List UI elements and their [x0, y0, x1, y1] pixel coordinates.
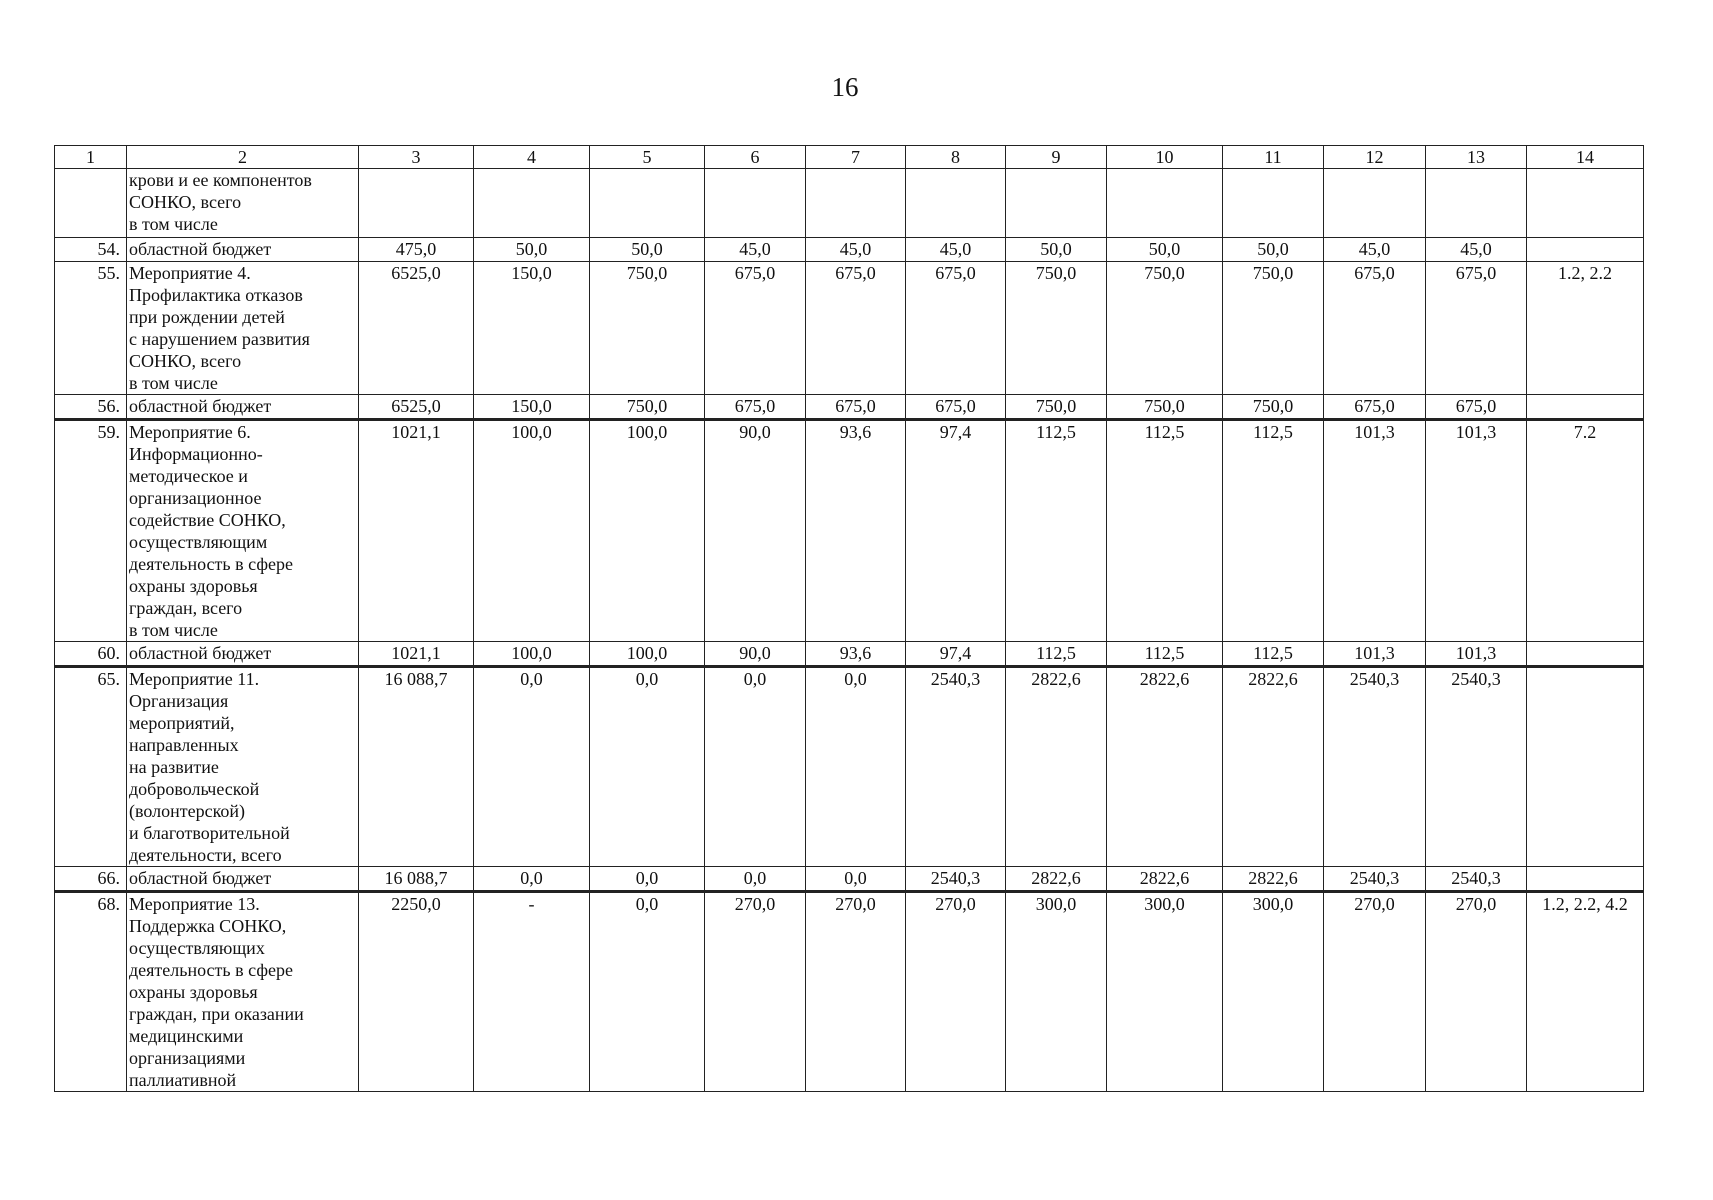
value-cell: - — [474, 892, 590, 1092]
value-cell: 100,0 — [590, 642, 705, 667]
value-cell: 150,0 — [474, 395, 590, 420]
value-cell: 16 088,7 — [359, 867, 474, 892]
row-number-cell: 59. — [55, 420, 127, 642]
row-name-cell: крови и ее компонентов СОНКО, всего в том числе — [127, 169, 359, 238]
value-cell: 0,0 — [705, 867, 806, 892]
header-cell: 5 — [590, 146, 705, 169]
reference-cell — [1527, 169, 1644, 238]
value-cell: 100,0 — [474, 420, 590, 642]
header-cell: 10 — [1107, 146, 1223, 169]
header-cell: 8 — [906, 146, 1006, 169]
value-cell: 675,0 — [906, 395, 1006, 420]
page-number: 16 — [831, 72, 859, 102]
value-cell: 0,0 — [590, 667, 705, 867]
value-cell: 675,0 — [705, 395, 806, 420]
table-row — [55, 169, 1644, 238]
header-cell: 12 — [1324, 146, 1426, 169]
value-cell: 270,0 — [906, 892, 1006, 1092]
value-cell — [590, 169, 705, 238]
header-cell: 1 — [55, 146, 127, 169]
value-cell: 50,0 — [1107, 238, 1223, 262]
table-row — [55, 262, 1644, 395]
reference-cell: 1.2, 2.2, 4.2 — [1527, 892, 1644, 1092]
value-cell: 16 088,7 — [359, 667, 474, 867]
header-cell: 4 — [474, 146, 590, 169]
value-cell: 50,0 — [1006, 238, 1107, 262]
value-cell — [906, 169, 1006, 238]
value-cell: 2540,3 — [1324, 867, 1426, 892]
table-row — [55, 395, 1644, 420]
value-cell: 2540,3 — [1426, 667, 1527, 867]
value-cell: 97,4 — [906, 420, 1006, 642]
value-cell: 750,0 — [590, 395, 705, 420]
table-row — [55, 420, 1644, 642]
row-name-cell: Мероприятие 6. Информационно- методическое и организационное содействие СОНКО, осуществляющим деятельность в сфере охраны здоровья граждан, всего в том числе — [127, 420, 359, 642]
header-cell: 11 — [1223, 146, 1324, 169]
value-cell: 6525,0 — [359, 395, 474, 420]
row-name-cell: областной бюджет — [127, 867, 359, 892]
value-cell — [806, 169, 906, 238]
value-cell: 45,0 — [806, 238, 906, 262]
value-cell: 101,3 — [1324, 642, 1426, 667]
value-cell: 2822,6 — [1107, 667, 1223, 867]
value-cell: 750,0 — [1107, 262, 1223, 395]
table-row — [55, 892, 1644, 1092]
reference-cell — [1527, 867, 1644, 892]
value-cell: 2540,3 — [1324, 667, 1426, 867]
value-cell: 270,0 — [1426, 892, 1527, 1092]
value-cell: 101,3 — [1324, 420, 1426, 642]
value-cell: 2822,6 — [1006, 867, 1107, 892]
row-number-cell: 56. — [55, 395, 127, 420]
header-cell: 9 — [1006, 146, 1107, 169]
reference-cell — [1527, 238, 1644, 262]
value-cell: 2822,6 — [1223, 867, 1324, 892]
value-cell — [705, 169, 806, 238]
value-cell: 675,0 — [1324, 262, 1426, 395]
value-cell: 90,0 — [705, 642, 806, 667]
value-cell: 97,4 — [906, 642, 1006, 667]
value-cell: 475,0 — [359, 238, 474, 262]
value-cell: 750,0 — [1223, 262, 1324, 395]
value-cell: 0,0 — [705, 667, 806, 867]
header-cell: 3 — [359, 146, 474, 169]
reference-cell: 7.2 — [1527, 420, 1644, 642]
row-name-cell: Мероприятие 4. Профилактика отказов при рождении детей с нарушением развития СОНКО, всего в том числе — [127, 262, 359, 395]
value-cell — [359, 169, 474, 238]
value-cell: 675,0 — [906, 262, 1006, 395]
value-cell: 6525,0 — [359, 262, 474, 395]
value-cell: 112,5 — [1006, 420, 1107, 642]
value-cell: 675,0 — [1426, 262, 1527, 395]
value-cell: 0,0 — [806, 667, 906, 867]
reference-cell — [1527, 642, 1644, 667]
value-cell: 50,0 — [1223, 238, 1324, 262]
value-cell: 2822,6 — [1006, 667, 1107, 867]
table-row — [55, 642, 1644, 667]
row-number-cell: 66. — [55, 867, 127, 892]
value-cell — [1223, 169, 1324, 238]
reference-cell: 1.2, 2.2 — [1527, 262, 1644, 395]
value-cell: 675,0 — [1426, 395, 1527, 420]
row-name-cell: областной бюджет — [127, 395, 359, 420]
value-cell: 675,0 — [705, 262, 806, 395]
value-cell: 2540,3 — [1426, 867, 1527, 892]
value-cell: 112,5 — [1223, 642, 1324, 667]
value-cell — [1107, 169, 1223, 238]
value-cell: 45,0 — [1426, 238, 1527, 262]
value-cell: 300,0 — [1107, 892, 1223, 1092]
value-cell: 112,5 — [1107, 420, 1223, 642]
reference-cell — [1527, 395, 1644, 420]
value-cell: 112,5 — [1107, 642, 1223, 667]
value-cell: 0,0 — [474, 867, 590, 892]
value-cell: 0,0 — [590, 867, 705, 892]
row-number-cell: 60. — [55, 642, 127, 667]
row-number-cell: 54. — [55, 238, 127, 262]
value-cell: 93,6 — [806, 642, 906, 667]
value-cell — [474, 169, 590, 238]
value-cell: 300,0 — [1006, 892, 1107, 1092]
value-cell: 0,0 — [806, 867, 906, 892]
reference-cell — [1527, 667, 1644, 867]
value-cell: 750,0 — [1107, 395, 1223, 420]
value-cell: 50,0 — [474, 238, 590, 262]
value-cell: 675,0 — [806, 395, 906, 420]
value-cell: 100,0 — [590, 420, 705, 642]
value-cell: 750,0 — [1006, 262, 1107, 395]
value-cell: 675,0 — [1324, 395, 1426, 420]
value-cell: 90,0 — [705, 420, 806, 642]
value-cell: 750,0 — [1006, 395, 1107, 420]
value-cell: 0,0 — [474, 667, 590, 867]
row-name-cell: Мероприятие 13. Поддержка СОНКО, осуществляющих деятельность в сфере охраны здоровья граждан, при оказании медицинскими организациями паллиативной — [127, 892, 359, 1092]
row-name-cell: областной бюджет — [127, 642, 359, 667]
value-cell: 2822,6 — [1223, 667, 1324, 867]
value-cell: 750,0 — [590, 262, 705, 395]
value-cell: 2822,6 — [1107, 867, 1223, 892]
value-cell: 270,0 — [1324, 892, 1426, 1092]
row-number-cell: 55. — [55, 262, 127, 395]
row-number-cell: 65. — [55, 667, 127, 867]
value-cell: 45,0 — [906, 238, 1006, 262]
value-cell: 1021,1 — [359, 420, 474, 642]
header-cell: 2 — [127, 146, 359, 169]
value-cell: 50,0 — [590, 238, 705, 262]
value-cell: 750,0 — [1223, 395, 1324, 420]
row-number-cell: 68. — [55, 892, 127, 1092]
value-cell: 150,0 — [474, 262, 590, 395]
row-name-cell: Мероприятие 11. Организация мероприятий, направленных на развитие добровольческой (волонтерской) и благотворительной деятельности, всего — [127, 667, 359, 867]
row-name-cell: областной бюджет — [127, 238, 359, 262]
value-cell: 101,3 — [1426, 420, 1527, 642]
value-cell: 112,5 — [1223, 420, 1324, 642]
value-cell: 93,6 — [806, 420, 906, 642]
table-row — [55, 867, 1644, 892]
value-cell: 675,0 — [806, 262, 906, 395]
value-cell: 1021,1 — [359, 642, 474, 667]
table-row — [55, 238, 1644, 262]
value-cell: 100,0 — [474, 642, 590, 667]
value-cell: 2250,0 — [359, 892, 474, 1092]
value-cell — [1426, 169, 1527, 238]
row-number-cell — [55, 169, 127, 238]
value-cell: 0,0 — [590, 892, 705, 1092]
value-cell: 45,0 — [705, 238, 806, 262]
value-cell: 270,0 — [705, 892, 806, 1092]
value-cell — [1324, 169, 1426, 238]
value-cell: 101,3 — [1426, 642, 1527, 667]
header-cell: 13 — [1426, 146, 1527, 169]
value-cell: 2540,3 — [906, 667, 1006, 867]
value-cell: 270,0 — [806, 892, 906, 1092]
header-row — [55, 146, 1644, 169]
budget-table — [54, 145, 1644, 1092]
table-row — [55, 667, 1644, 867]
value-cell: 112,5 — [1006, 642, 1107, 667]
value-cell — [1006, 169, 1107, 238]
value-cell: 45,0 — [1324, 238, 1426, 262]
value-cell: 2540,3 — [906, 867, 1006, 892]
header-cell: 14 — [1527, 146, 1644, 169]
header-cell: 6 — [705, 146, 806, 169]
value-cell: 300,0 — [1223, 892, 1324, 1092]
header-cell: 7 — [806, 146, 906, 169]
